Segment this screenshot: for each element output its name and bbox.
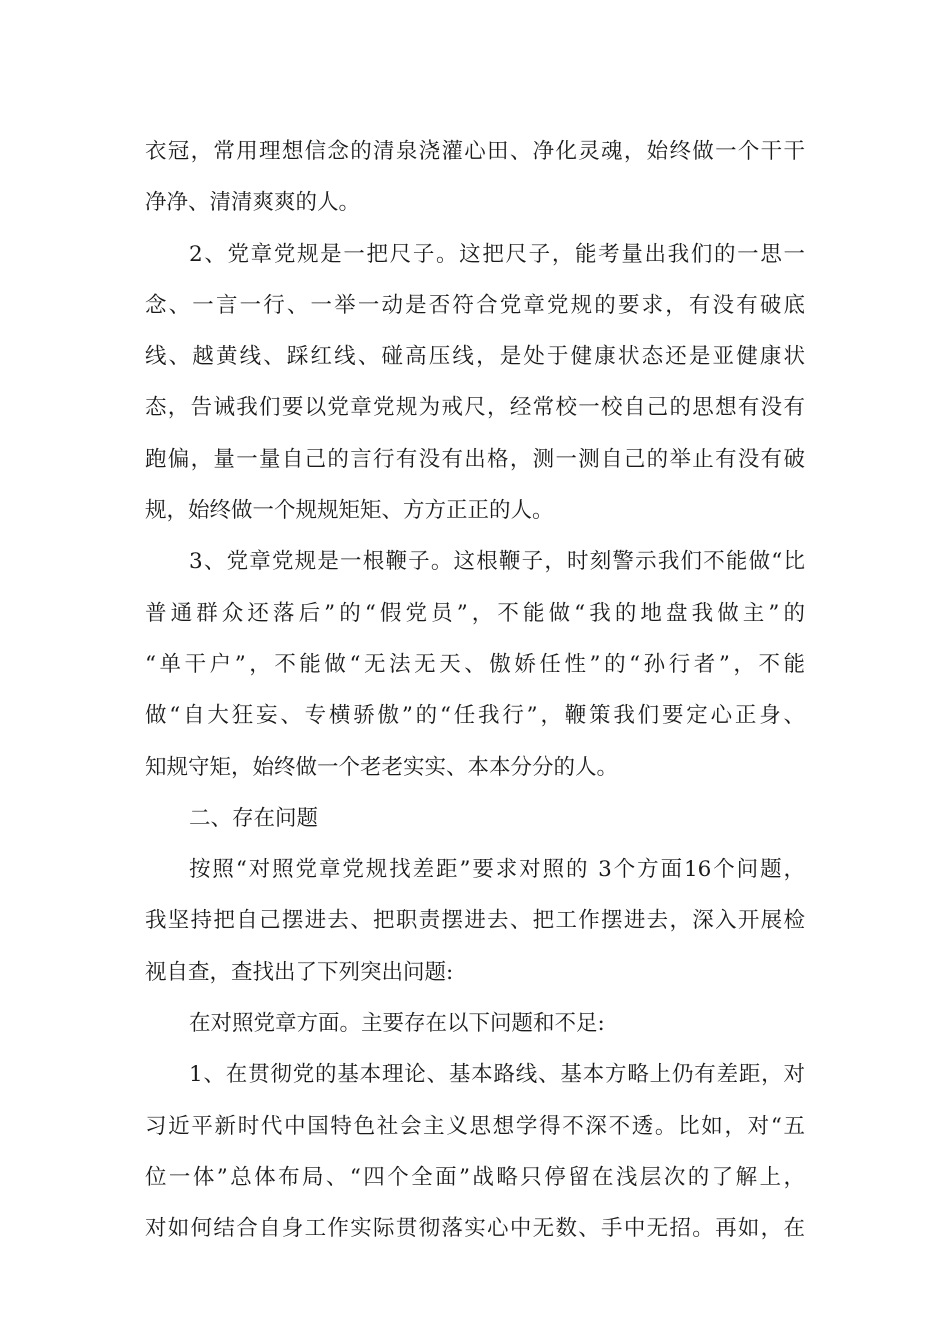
text-line: 位一体”总体布局、“四个全面”战略只停留在浅层次的了解上， — [145, 1164, 805, 1190]
text-line: 知规守矩，始终做一个老老实实、本本分分的人。 — [145, 754, 619, 780]
text-line: 习近平新时代中国特色社会主义思想学得不深不透。比如，对“五 — [145, 1113, 805, 1139]
text-line: 3、党章党规是一根鞭子。这根鞭子，时刻警示我们不能做“比 — [189, 549, 805, 575]
text-line: 1、在贯彻党的基本理论、基本路线、基本方略上仍有差距，对 — [189, 1062, 805, 1088]
text-line: 态，告诫我们要以党章党规为戒尺，经常校一校自己的思想有没有 — [145, 395, 805, 421]
text-line: 做“自大狂妄、专横骄傲”的“任我行”，鞭策我们要定心正身、 — [145, 703, 805, 729]
text-line: 线、越黄线、踩红线、碰高压线，是处于健康状态还是亚健康状 — [145, 344, 805, 370]
text-line: “单干户”，不能做“无法无天、傲娇任性”的“孙行者”，不能 — [145, 651, 805, 677]
text-line: 我坚持把自己摆进去、把职责摆进去、把工作摆进去，深入开展检 — [145, 908, 805, 934]
document-page — [145, 126, 805, 1255]
text-line: 规，始终做一个规规矩矩、方方正正的人。 — [145, 498, 554, 524]
text-line: 普通群众还落后”的“假党员”，不能做“我的地盘我做主”的 — [145, 600, 805, 626]
section-heading: 二、存在问题 — [189, 805, 319, 831]
text-line: 视自查，查找出了下列突出问题: — [145, 959, 454, 985]
text-line: 跑偏，量一量自己的言行有没有出格，测一测自己的举止有没有破 — [145, 446, 805, 472]
text-line: 在对照党章方面。主要存在以下问题和不足: — [189, 1011, 605, 1037]
text-line: 净净、清清爽爽的人。 — [145, 190, 361, 216]
text-line: 按照“对照党章党规找差距”要求对照的 3个方面16个问题， — [189, 857, 805, 883]
text-line: 衣冠，常用理想信念的清泉浇灌心田、净化灵魂，始终做一个干干 — [145, 139, 805, 164]
text-line: 念、一言一行、一举一动是否符合党章党规的要求，有没有破底 — [145, 292, 805, 318]
text-line: 对如何结合自身工作实际贯彻落实心中无数、手中无招。再如，在 — [145, 1216, 805, 1242]
text-line: 2、党章党规是一把尺子。这把尺子，能考量出我们的一思一 — [189, 241, 805, 267]
